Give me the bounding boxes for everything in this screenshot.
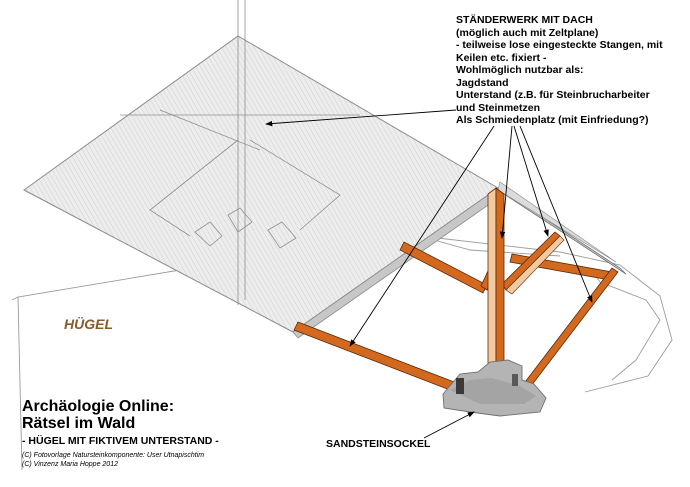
front-left-beam: [294, 322, 454, 390]
post-dark: [496, 188, 504, 370]
credit-line-2: (C) Vinzenz Maria Hoppe 2012: [22, 461, 118, 468]
stone-base: [443, 360, 546, 416]
annotation-line: Wohlmöglich nutzbar als:: [456, 64, 584, 76]
annotation-line: Keilen etc. fixiert -: [456, 51, 547, 64]
arrow-to-right-beam: [520, 126, 592, 302]
arrow-to-post: [502, 126, 512, 238]
credit-line-1: (C) Fotovorlage Natursteinkomponente: User Utnapischtim: [22, 452, 205, 459]
annotation-line: Als Schmiedenplatz (mit Einfriedung?): [456, 114, 649, 126]
roof-panel: [24, 36, 498, 332]
base-label: SANDSTEINSOCKEL: [326, 438, 431, 450]
annotation-line: und Steinmetzen: [456, 101, 541, 114]
subtitle: - HÜGEL MIT FIKTIVEM UNTERSTAND -: [22, 435, 219, 447]
beam-socket: [456, 378, 464, 394]
title-line-1: Archäologie Online:: [22, 398, 175, 415]
annotation-line: (möglich auch mit Zeltplane): [456, 26, 599, 39]
arrow-to-base: [424, 412, 474, 438]
annotation-line: Unterstand (z.B. für Steinbrucharbeiter: [456, 89, 650, 101]
post-light: [488, 188, 496, 370]
roof-back-surface: [498, 182, 616, 262]
right-diagonal-beam: [522, 268, 618, 390]
annotation-line: - teilweise lose eingesteckte Stangen, mit: [456, 39, 663, 51]
title-line-2: Rätsel im Wald: [22, 415, 136, 432]
annotation-line: STÄNDERWERK MIT DACH: [456, 14, 593, 26]
hill-label: HÜGEL: [64, 316, 113, 332]
annotation-line: Jagdstand: [456, 76, 509, 89]
beam-socket-2: [512, 374, 518, 386]
